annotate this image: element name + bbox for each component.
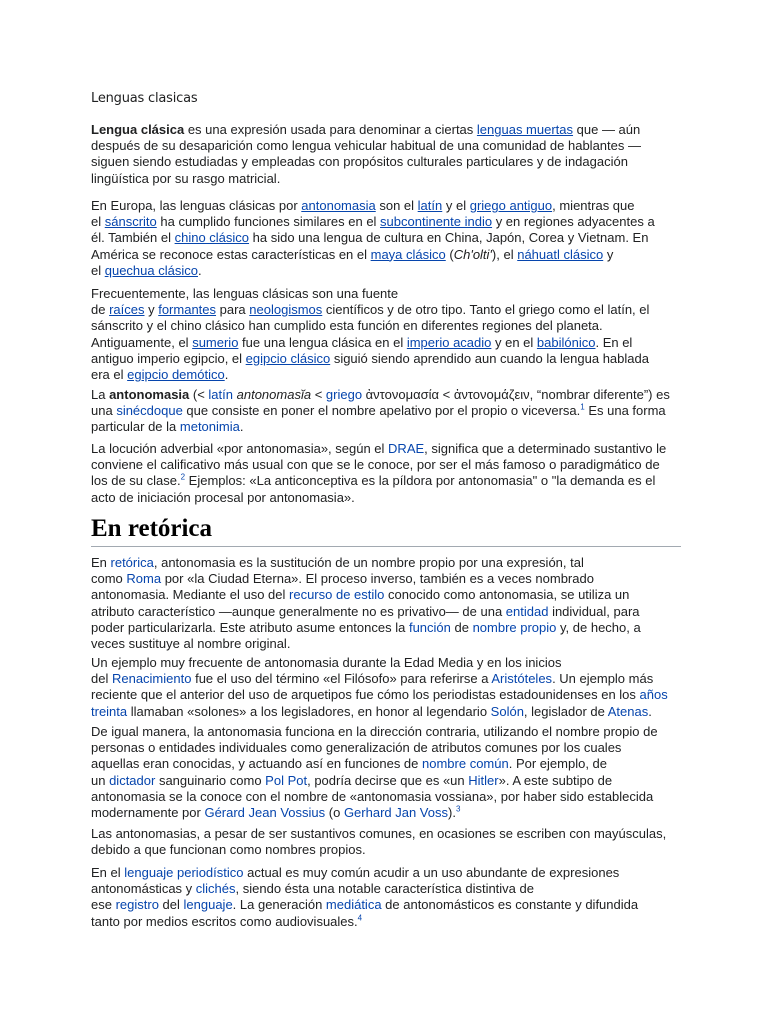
text-line bbox=[91, 387, 681, 403]
text-run: y el bbox=[442, 198, 470, 213]
text-run: . En el bbox=[595, 334, 633, 350]
inline-link[interactable]: lenguaje periodístico bbox=[124, 865, 244, 880]
text-run: ha cumplido funciones similares en el bbox=[156, 214, 381, 230]
text-run: atributo característico —aunque generalmente no es privativo— de una bbox=[91, 603, 506, 619]
text-run: aquellas eran conocidas, y actuando así en funciones de bbox=[91, 756, 423, 772]
text-run: el bbox=[91, 214, 105, 230]
paragraph bbox=[91, 387, 681, 436]
text-run: ), el bbox=[491, 246, 518, 262]
paragraph bbox=[91, 441, 681, 506]
text-run: veces sustituye al nombre original. bbox=[91, 636, 291, 652]
text-run: Es una forma bbox=[584, 403, 666, 419]
inline-link[interactable]: quechua clásico bbox=[104, 262, 198, 278]
text-run: siguen siendo estudiadas y empleadas con propósitos culturales particulares y de indagación bbox=[91, 154, 628, 170]
text-line bbox=[91, 367, 681, 383]
text-run: De igual manera, la antonomasia funciona en la dirección contraria, utilizando el nombre propio de bbox=[91, 724, 658, 739]
text-line bbox=[91, 789, 681, 805]
text-line bbox=[91, 198, 681, 214]
inline-link[interactable]: lenguaje bbox=[183, 897, 233, 913]
text-run: tanto por medios escritos como audiovisuales. bbox=[91, 913, 358, 929]
inline-link[interactable]: griego bbox=[325, 387, 363, 402]
text-run: fue el uso del término «el Filósofo» para referirse a bbox=[191, 671, 492, 687]
text-line bbox=[91, 587, 681, 603]
inline-link[interactable]: dictador bbox=[109, 772, 156, 788]
inline-link[interactable]: sumerio bbox=[192, 334, 239, 350]
text-run: lingüística por su rasgo matricial. bbox=[91, 170, 281, 186]
text-run: y, de hecho, a bbox=[556, 619, 641, 635]
text-run: La bbox=[91, 387, 110, 402]
text-run: Antiguamente, el bbox=[91, 334, 193, 350]
inline-link[interactable]: latín bbox=[417, 198, 443, 213]
text-run: debido a que funcionan como nombres propios. bbox=[91, 842, 366, 858]
text-run: (< bbox=[189, 387, 209, 402]
text-run: antiguo imperio egipcio, el bbox=[91, 350, 246, 366]
text-line bbox=[91, 671, 681, 687]
document-title: Lenguas clasicas bbox=[91, 91, 198, 106]
text-line bbox=[91, 403, 681, 419]
text-run: conocido como antonomasia, se utiliza un bbox=[384, 587, 630, 603]
paragraph bbox=[91, 724, 681, 821]
text-run: sanguinario como bbox=[155, 772, 266, 788]
text-line bbox=[91, 122, 681, 138]
text-run: Ejemplos: «La anticonceptiva es la píldora por antonomasia" o "la demanda es el bbox=[185, 473, 656, 489]
text-run: , antonomasia es la sustitución de un nombre propio por una expresión, tal bbox=[153, 555, 584, 570]
footnote-ref[interactable]: 4 bbox=[357, 913, 363, 923]
text-line bbox=[91, 740, 681, 756]
text-run: es una expresión usada para denominar a ciertas bbox=[184, 122, 477, 137]
text-run: . bbox=[224, 367, 229, 383]
inline-link[interactable]: subcontinente indio bbox=[380, 214, 493, 230]
text-run: antonomasia se la conoce con el nombre de «antonomasia vossiana», por haber sido establecida bbox=[91, 788, 654, 804]
text-run: ). bbox=[448, 805, 456, 821]
inline-link[interactable]: metonimia bbox=[179, 419, 240, 435]
text-run: que consiste en poner el nombre apelativo por el propio o viceversa. bbox=[182, 403, 581, 419]
inline-link[interactable]: nombre común bbox=[422, 756, 509, 772]
text-run: Un ejemplo muy frecuente de antonomasia durante la Edad Media y en los inicios bbox=[91, 655, 562, 670]
text-line bbox=[91, 805, 681, 821]
inline-link[interactable]: sánscrito bbox=[104, 214, 157, 230]
text-run: que — aún bbox=[573, 122, 641, 137]
text-run: son el bbox=[375, 198, 418, 213]
text-line bbox=[91, 842, 681, 858]
inline-link[interactable]: Gérard Jean Vossius bbox=[204, 805, 326, 821]
text-line bbox=[91, 154, 681, 170]
text-run: los de su clase. bbox=[91, 473, 181, 489]
text-line bbox=[91, 620, 681, 636]
inline-link[interactable]: Renacimiento bbox=[111, 671, 192, 687]
text-run: particular de la bbox=[91, 419, 180, 435]
text-line bbox=[91, 826, 681, 842]
text-line bbox=[91, 473, 681, 489]
inline-link[interactable]: neologismos bbox=[249, 302, 323, 318]
text-run: , significa que a determinado sustantivo le bbox=[424, 441, 667, 456]
paragraph bbox=[91, 198, 681, 279]
text-line bbox=[91, 138, 681, 154]
text-run: En Europa, las lenguas clásicas por bbox=[91, 198, 302, 213]
text-run: . Por ejemplo, de bbox=[508, 756, 608, 772]
footnote-ref[interactable]: 3 bbox=[455, 804, 461, 814]
text-run: para bbox=[216, 302, 250, 318]
text-run: antonomasia. Mediante el uso del bbox=[91, 587, 290, 603]
text-line bbox=[91, 881, 681, 897]
inline-link[interactable]: función bbox=[408, 619, 451, 635]
inline-link[interactable]: recurso de estilo bbox=[289, 587, 385, 603]
text-line bbox=[91, 655, 681, 671]
inline-link[interactable]: registro bbox=[115, 897, 159, 913]
inline-link[interactable]: egipcio clásico bbox=[245, 350, 331, 366]
text-line bbox=[91, 230, 681, 246]
footnote-ref[interactable]: 1 bbox=[580, 402, 585, 412]
text-line bbox=[91, 457, 681, 473]
text-run: conviene el calificativo más usual con que se le conoce, por ser el más famoso o paradigmático de bbox=[91, 457, 660, 473]
text-run: . Un ejemplo más bbox=[552, 671, 654, 687]
text-line bbox=[91, 773, 681, 789]
text-run: del bbox=[91, 671, 112, 687]
inline-link[interactable]: Hitler bbox=[468, 772, 499, 788]
inline-link[interactable]: maya clásico bbox=[370, 246, 446, 262]
text-run: , siendo ésta una notable característica distintiva de bbox=[235, 881, 534, 897]
text-run: Las antonomasias, a pesar de ser sustantivos comunes, en ocasiones se escriben con mayúsculas, bbox=[91, 826, 667, 841]
text-line bbox=[91, 286, 681, 302]
text-run: . La generación bbox=[232, 897, 326, 913]
inline-link[interactable]: sinécdoque bbox=[116, 403, 183, 419]
text-run: como bbox=[91, 571, 127, 587]
inline-link[interactable]: nombre propio bbox=[472, 619, 557, 635]
inline-link[interactable]: entidad bbox=[505, 603, 549, 619]
text-run: siguió siendo aprendido aun cuando la lengua hablada bbox=[330, 350, 649, 366]
inline-link[interactable]: treinta bbox=[91, 703, 128, 719]
inline-link[interactable]: DRAE bbox=[388, 441, 425, 456]
text-run: y en el bbox=[491, 334, 537, 350]
text-run: llamaban «solones» a los legisladores, en honor al legendario bbox=[127, 703, 491, 719]
text-run: (o bbox=[325, 805, 344, 821]
text-run: por «la Ciudad Eterna». El proceso inverso, también es a veces nombrado bbox=[161, 571, 594, 587]
text-line bbox=[91, 604, 681, 620]
footnote-ref[interactable]: 2 bbox=[180, 473, 186, 483]
paragraph bbox=[91, 286, 681, 383]
paragraph bbox=[91, 865, 681, 930]
inline-link[interactable]: raíces bbox=[109, 302, 145, 318]
inline-link[interactable]: imperio acadio bbox=[406, 334, 492, 350]
text-line bbox=[91, 571, 681, 587]
text-run: , mientras que bbox=[552, 198, 635, 213]
text-run: individual, para bbox=[548, 603, 640, 619]
text-run: actual es muy común acudir a un uso abundante de expresiones bbox=[243, 865, 620, 880]
text-line bbox=[91, 263, 681, 279]
text-run: de antonomásticos es constante y difundida bbox=[381, 897, 639, 913]
text-line bbox=[91, 865, 681, 881]
text-run: ha sido una lengua de cultura en China, Japón, Corea y Vietnam. En bbox=[249, 230, 649, 246]
text-line bbox=[91, 419, 681, 435]
inline-link[interactable]: Solón bbox=[490, 703, 524, 719]
text-line bbox=[91, 687, 681, 703]
text-line bbox=[91, 318, 681, 334]
italic-text: antonomasĭa bbox=[236, 387, 312, 402]
text-run: era el bbox=[91, 367, 128, 383]
inline-link[interactable]: babilónico bbox=[536, 334, 596, 350]
text-run: En bbox=[91, 555, 111, 570]
text-run: La locución adverbial «por antonomasia», según el bbox=[91, 441, 389, 456]
text-line bbox=[91, 724, 681, 740]
text-run: sánscrito y el chino clásico han cumplido esta función en diferentes regiones del planeta. bbox=[91, 318, 603, 334]
text-line bbox=[91, 351, 681, 367]
text-run: América se reconoce estas características en el bbox=[91, 246, 371, 262]
text-run: modernamente por bbox=[91, 805, 205, 821]
inline-link[interactable]: Roma bbox=[126, 571, 162, 587]
text-line bbox=[91, 441, 681, 457]
text-run: un bbox=[91, 772, 110, 788]
text-run: después de su desaparición como lengua vehicular habitual de una comunidad de hablantes — bbox=[91, 138, 641, 154]
text-line bbox=[91, 171, 681, 187]
text-run: Frecuentemente, las lenguas clásicas son una fuente bbox=[91, 286, 399, 301]
text-run: de bbox=[91, 302, 110, 318]
text-run: En el bbox=[91, 865, 125, 880]
text-run: . bbox=[648, 703, 652, 719]
text-run: y en regiones adyacentes a bbox=[492, 214, 655, 230]
text-run: , podría decirse que es «un bbox=[307, 772, 469, 788]
text-line bbox=[91, 636, 681, 652]
text-run: una bbox=[91, 403, 117, 419]
text-run: < bbox=[311, 387, 326, 402]
paragraph bbox=[91, 122, 681, 187]
text-run: del bbox=[158, 897, 184, 913]
paragraph bbox=[91, 555, 681, 652]
text-run: , legislador de bbox=[523, 703, 608, 719]
text-run: ἀντονομασία < ἀντονομάζειν, “nombrar diferente”) es bbox=[362, 387, 670, 402]
text-run: ese bbox=[91, 897, 116, 913]
text-line bbox=[91, 490, 681, 506]
text-line bbox=[91, 555, 681, 571]
section-heading: En retórica bbox=[91, 514, 681, 547]
inline-link[interactable]: Gerhard Jan Voss bbox=[343, 805, 448, 821]
text-line bbox=[91, 302, 681, 318]
text-run: personas o entidades individuales como generalización de atributos comunes por los cuales bbox=[91, 740, 622, 756]
text-run: antonomásticas y bbox=[91, 881, 196, 897]
text-run: científicos y de otro tipo. Tanto el griego como el latín, el bbox=[322, 302, 650, 318]
text-line bbox=[91, 214, 681, 230]
paragraph bbox=[91, 655, 681, 720]
text-run: él. También el bbox=[91, 230, 175, 246]
inline-link[interactable]: griego antiguo bbox=[469, 198, 553, 213]
text-run: . bbox=[239, 419, 244, 435]
inline-link[interactable]: antonomasia bbox=[301, 198, 376, 213]
inline-link[interactable]: formantes bbox=[158, 302, 217, 318]
inline-link[interactable]: latín bbox=[208, 387, 233, 402]
paragraph bbox=[91, 826, 681, 858]
bold-term: antonomasia bbox=[109, 387, 190, 402]
inline-link[interactable]: Aristóteles bbox=[491, 671, 553, 687]
text-run: fue una lengua clásica en el bbox=[238, 334, 407, 350]
text-run: el bbox=[91, 262, 105, 278]
text-run: poder particularizarla. Este atributo asume entonces la bbox=[91, 619, 409, 635]
text-run: . bbox=[197, 262, 202, 278]
text-run: de bbox=[450, 619, 473, 635]
italic-text: Ch'olti' bbox=[453, 246, 492, 262]
inline-link[interactable]: clichés bbox=[195, 881, 236, 897]
text-run: reciente que el anterior del uso de arquetipos fue cómo los periodistas estadounidenses en los bbox=[91, 687, 640, 703]
text-run: y bbox=[144, 302, 159, 318]
text-line bbox=[91, 897, 681, 913]
inline-link[interactable]: chino clásico bbox=[174, 230, 250, 246]
text-line bbox=[91, 704, 681, 720]
text-line bbox=[91, 756, 681, 772]
inline-link[interactable]: Atenas bbox=[607, 703, 649, 719]
text-run: y bbox=[603, 246, 614, 262]
inline-link[interactable]: náhuatl clásico bbox=[517, 246, 604, 262]
bold-term: Lengua clásica bbox=[91, 122, 185, 137]
text-run: acto de iniciación procesal por antonomasia». bbox=[91, 489, 355, 505]
inline-link[interactable]: lenguas muertas bbox=[476, 122, 574, 137]
inline-link[interactable]: Pol Pot bbox=[265, 772, 308, 788]
text-line bbox=[91, 247, 681, 263]
text-run: ». A este subtipo de bbox=[498, 772, 613, 788]
inline-link[interactable]: retórica bbox=[110, 555, 154, 570]
inline-link[interactable]: egipcio demótico bbox=[127, 367, 225, 383]
inline-link[interactable]: mediática bbox=[325, 897, 382, 913]
text-line bbox=[91, 335, 681, 351]
text-run: ( bbox=[445, 246, 454, 262]
inline-link[interactable]: años bbox=[639, 687, 668, 703]
text-line bbox=[91, 914, 681, 930]
